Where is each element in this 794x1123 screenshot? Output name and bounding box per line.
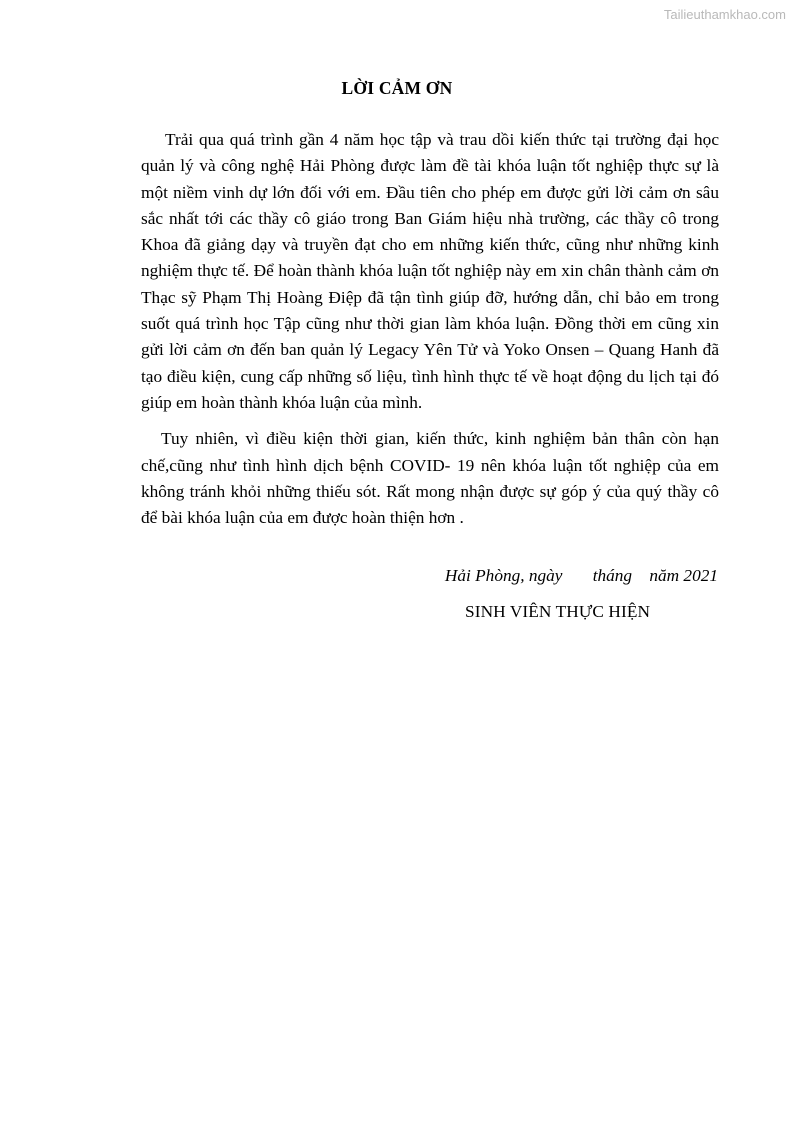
watermark-text: Tailieuthamkhao.com <box>663 7 786 22</box>
page-title: LỜI CẢM ƠN <box>341 78 453 98</box>
place-date-line: Hải Phòng, ngày tháng năm 2021 <box>444 566 718 585</box>
signer-label: SINH VIÊN THỰC HIỆN <box>465 602 651 621</box>
acknowledgement-body <box>141 127 719 531</box>
paragraph-1: Trải qua quá trình gần 4 năm học tập và trau dồi kiến thức tại trường đại học quản lý và công nghệ Hải Phòng được làm đề tài khóa luận tốt nghiệp thực sự là một niềm vinh dự lớn đối với em. Đầu tiên cho phép em được gửi lời cảm ơn sâu sắc nhất tới các thầy cô giáo trong Ban Giám hiệu nhà trường, các thầy cô trong Khoa đã giảng dạy và truyền đạt cho em những kiến thức, cũng như những kinh nghiệm thực tế. Để hoàn thành khóa luận tốt nghiệp này em xin chân thành cảm ơn Thạc sỹ Phạm Thị Hoàng Điệp đã tận tình giúp đỡ, hướng dẫn, chỉ bảo em trong suốt quá trình học Tập cũng như thời gian làm khóa luận. Đồng thời em cũng xin gửi lời cảm ơn đến ban quản lý Legacy Yên Tử và Yoko Onsen – Quang Hanh đã tạo điều kiện, cung cấp những số liệu, tình hình thực tế về hoạt động du lịch tại đó giúp em hoàn thành khóa luận của mình. <box>141 130 719 412</box>
paragraph-2: Tuy nhiên, vì điều kiện thời gian, kiến thức, kinh nghiệm bản thân còn hạn chế,cũng như tình hình dịch bệnh COVID- 19 nên khóa luận tốt nghiệp của em không tránh khỏi những thiếu sót. Rất mong nhận được sự góp ý của quý thầy cô để bài khóa luận của em được hoàn thiện hơn . <box>141 429 719 528</box>
